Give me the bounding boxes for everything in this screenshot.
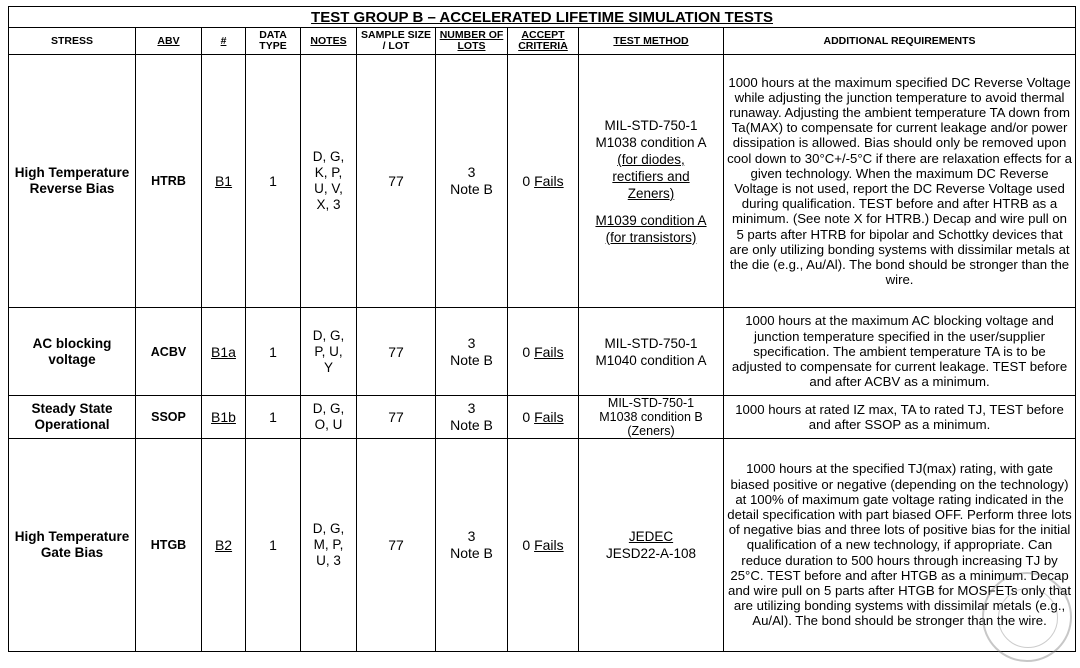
data-type-cell: 1 [246, 439, 301, 652]
table-title: TEST GROUP B – ACCELERATED LIFETIME SIMULATION TESTS [9, 7, 1076, 28]
data-type-cell: 1 [246, 308, 301, 396]
test-method-cell [579, 439, 724, 652]
notes-cell [301, 308, 357, 396]
table-row [9, 439, 1076, 652]
additional-requirements-cell: 1000 hours at rated IZ max, TA to rated TJ, TEST before and after SSOP as a minimum. [724, 396, 1076, 439]
lots-note: Note B [450, 417, 493, 433]
accept-fails: Fails [534, 173, 564, 189]
lots-cell [436, 396, 508, 439]
data-type-cell: 1 [246, 396, 301, 439]
test-number-link[interactable]: B1 [202, 55, 246, 308]
additional-requirements-cell: 1000 hours at the maximum specified DC Reverse Voltage while adjusting the junction temperature to avoid thermal runaway. Adjusting the ambient temperature TA down from Ta(MAX) to compensate for current leakage and/or power dissipation is allowed. Bias should only be removed upon cool down to 30°C+/-5°C if there are relaxation effects for a given technology. When the maximum DC Reverse Voltage is not used, report the DC Reverse Voltage used during qualification. TEST before and after HTRB as a minimum. (See note X for HTRB.) Decap and wire pull on 5 parts after HTRB for bipolar and Schottky devices that are only utilizing bonding systems with dissimilar metals at the die (e.g., Au/Al). The bond should be stronger than the wire. [724, 55, 1076, 308]
notes-line: D, G, [312, 521, 345, 536]
accept-number: 0 [522, 343, 531, 360]
lots-note: Note B [450, 545, 493, 561]
method-line: MIL-STD-750-1 [607, 396, 695, 410]
accept-number: 0 [522, 173, 531, 189]
lots-cell [436, 55, 508, 308]
abv-cell: ACBV [136, 308, 202, 396]
method-line: JESD22-A-108 [605, 546, 697, 561]
header-data-type: DATA TYPE [246, 28, 301, 55]
notes-line: Y [323, 359, 333, 375]
test-number-link[interactable]: B1b [202, 396, 246, 439]
lots-count: 3 [467, 400, 476, 416]
method-line: (Zeners) [627, 424, 675, 438]
accept-fails: Fails [534, 343, 564, 360]
test-method-cell [579, 308, 724, 396]
accept-number: 0 [522, 409, 531, 425]
accept-fails: Fails [534, 409, 564, 425]
notes-cell [301, 396, 357, 439]
notes-cell [301, 55, 357, 308]
header-num: # [202, 28, 246, 55]
lots-count: 3 [467, 528, 476, 544]
method-line: M1039 condition A [595, 212, 707, 228]
method-line: M1040 condition A [595, 352, 707, 368]
accept-cell [508, 396, 579, 439]
sample-size-cell: 77 [357, 55, 436, 308]
abv-cell: HTGB [136, 439, 202, 652]
method-line: MIL-STD-750-1 [604, 117, 698, 133]
stress-cell: High Temperature Gate Bias [9, 439, 136, 652]
accept-cell [508, 55, 579, 308]
header-number-of-lots: NUMBER OF LOTS [436, 28, 508, 55]
notes-line: X, 3 [316, 197, 341, 212]
lots-cell [436, 439, 508, 652]
header-test-method: TEST METHOD [579, 28, 724, 55]
notes-line: D, G, [312, 149, 345, 164]
header-notes: NOTES [301, 28, 357, 55]
table-row [9, 308, 1076, 396]
notes-cell [301, 439, 357, 652]
data-type-cell: 1 [246, 55, 301, 308]
notes-line: U, V, [314, 181, 343, 196]
accept-cell [508, 439, 579, 652]
additional-requirements-cell: 1000 hours at the maximum AC blocking voltage and junction temperature specified in the user/supplier specification. The ambient temperature TA is to be adjusted to compensate for current leakage. TEST before and after ACBV as a minimum. [724, 308, 1076, 396]
additional-requirements-cell: 1000 hours at the specified TJ(max) rating, with gate biased positive or negative (depending on the technology) at 100% of maximum gate voltage rating indicated in the detail specification with part biased OFF. Perform three lots of negative bias and three lots of positive bias for the initial qualification of a new technology, if appropriate. Can reduce duration to 500 hours through increasing TJ by 25°C. TEST before and after HTGB as a minimum. Decap and wire pull on 5 parts after HTGB for MOSFETs only that are utilizing bonding systems with dissimilar metals (e.g., Au/Al). The bond should be stronger than the wire. [724, 439, 1076, 652]
header-accept-criteria: ACCEPT CRITERIA [508, 28, 579, 55]
lots-note: Note B [450, 181, 493, 197]
sample-size-cell: 77 [357, 439, 436, 652]
sample-size-cell: 77 [357, 396, 436, 439]
test-method-cell [579, 396, 724, 439]
method-line: M1038 condition B [599, 410, 703, 424]
notes-line: U, 3 [316, 553, 341, 568]
test-number-link[interactable]: B1a [202, 308, 246, 396]
notes-line: D, G, [312, 327, 345, 343]
method-line: M1038 condition A [595, 134, 707, 150]
method-line: MIL-STD-750-1 [604, 335, 698, 351]
method-line: (for diodes, [617, 151, 685, 167]
notes-line: K, P, [314, 165, 343, 180]
lots-cell [436, 308, 508, 396]
accept-fails: Fails [534, 537, 564, 553]
header-row [9, 28, 1076, 55]
method-line: Zeners) [627, 185, 675, 201]
table-row [9, 396, 1076, 439]
lots-count: 3 [467, 334, 476, 351]
header-stress: STRESS [9, 28, 136, 55]
notes-line: P, U, [314, 343, 343, 359]
method-line: rectifiers and [612, 168, 690, 184]
stress-cell: Steady State Operational [9, 396, 136, 439]
lots-count: 3 [467, 164, 476, 180]
watermark-seal [982, 572, 1072, 662]
lots-note: Note B [450, 351, 493, 368]
notes-line: M, P, [313, 537, 344, 552]
test-method-cell [579, 55, 724, 308]
test-number-link[interactable]: B2 [202, 439, 246, 652]
notes-line: D, G, [312, 401, 345, 416]
test-group-table [8, 6, 1076, 652]
header-additional-requirements: ADDITIONAL REQUIREMENTS [724, 28, 1076, 55]
sample-size-cell: 77 [357, 308, 436, 396]
stress-cell: AC blocking voltage [9, 308, 136, 396]
abv-cell: SSOP [136, 396, 202, 439]
accept-number: 0 [522, 537, 531, 553]
header-sample-size: SAMPLE SIZE / LOT [357, 28, 436, 55]
method-line: JEDEC [628, 529, 674, 544]
table-row [9, 55, 1076, 308]
method-line: (for transistors) [605, 229, 697, 245]
accept-cell [508, 308, 579, 396]
abv-cell: HTRB [136, 55, 202, 308]
stress-cell: High Temperature Reverse Bias [9, 55, 136, 308]
header-abv: ABV [136, 28, 202, 55]
notes-line: O, U [314, 417, 343, 432]
